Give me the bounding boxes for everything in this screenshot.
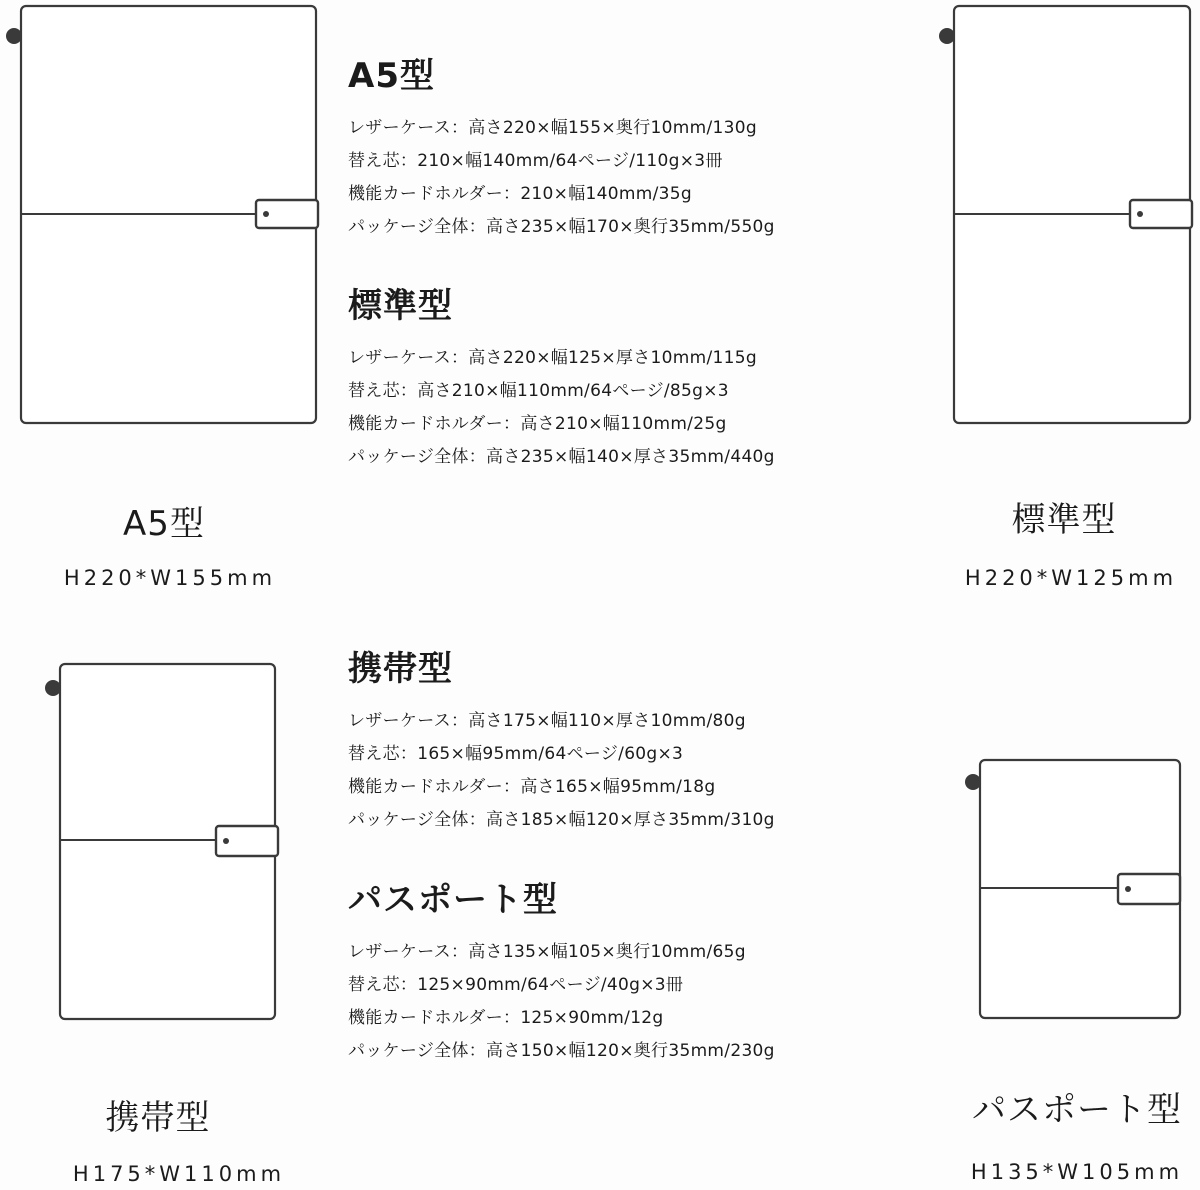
spec-line-card-holder: 機能カードホルダー：高さ165×幅95mm/18g: [348, 777, 716, 797]
caption-title-passport: パスポート型: [972, 1090, 1182, 1130]
caption-title-portable: 携帯型: [105, 1098, 211, 1138]
spec-line-leather-case: レザーケース：高さ220×幅125×厚さ10mm/115g: [348, 348, 757, 368]
spec-line-leather-case: レザーケース：高さ175×幅110×厚さ10mm/80g: [348, 711, 746, 731]
spec-block-passport: [348, 880, 828, 1068]
spec-block-standard: [348, 286, 828, 474]
caption-size-portable: H175*W110mm: [72, 1162, 286, 1186]
spec-line-refill: 替え芯：165×幅95mm/64ページ/60g×3: [348, 744, 684, 764]
caption-size-a5: H220*W155mm: [63, 566, 277, 590]
spec-line-refill: 替え芯：125×90mm/64ページ/40g×3冊: [348, 975, 684, 995]
spec-heading: 標準型: [348, 286, 453, 326]
spec-line-package: パッケージ全体：高さ235×幅170×奥行35mm/550g: [348, 217, 775, 237]
spec-line-leather-case: レザーケース：高さ220×幅155×奥行10mm/130g: [348, 118, 757, 138]
spec-line-card-holder: 機能カードホルダー：高さ210×幅110mm/25g: [348, 414, 727, 434]
caption-title-a5: A5型: [123, 504, 205, 544]
caption-size-passport: H135*W105mm: [970, 1160, 1184, 1184]
spec-line-package: パッケージ全体：高さ185×幅120×厚さ35mm/310g: [348, 810, 775, 830]
notebook-illustration-portable: [42, 662, 282, 1022]
notebook-illustration-standard: [936, 4, 1196, 428]
spec-line-refill: 替え芯：高さ210×幅110mm/64ページ/85g×3: [348, 381, 729, 401]
notebook-illustration-a5: [4, 4, 324, 428]
spec-block-a5: [348, 56, 828, 244]
spec-line-refill: 替え芯：210×幅140mm/64ページ/110g×3冊: [348, 151, 723, 171]
spec-line-card-holder: 機能カードホルダー：125×90mm/12g: [348, 1008, 664, 1028]
spec-heading: A5型: [348, 56, 435, 96]
spec-heading: 携帯型: [348, 649, 453, 689]
spec-line-card-holder: 機能カードホルダー：210×幅140mm/35g: [348, 184, 692, 204]
spec-block-portable: [348, 649, 828, 837]
spec-line-package: パッケージ全体：高さ150×幅120×奥行35mm/230g: [348, 1041, 775, 1061]
caption-size-standard: H220*W125mm: [964, 566, 1178, 590]
spec-line-package: パッケージ全体：高さ235×幅140×厚さ35mm/440g: [348, 447, 775, 467]
spec-heading: パスポート型: [348, 880, 558, 920]
spec-line-leather-case: レザーケース：高さ135×幅105×奥行10mm/65g: [348, 942, 746, 962]
notebook-illustration-passport: [962, 758, 1198, 1022]
caption-title-standard: 標準型: [1011, 500, 1117, 540]
